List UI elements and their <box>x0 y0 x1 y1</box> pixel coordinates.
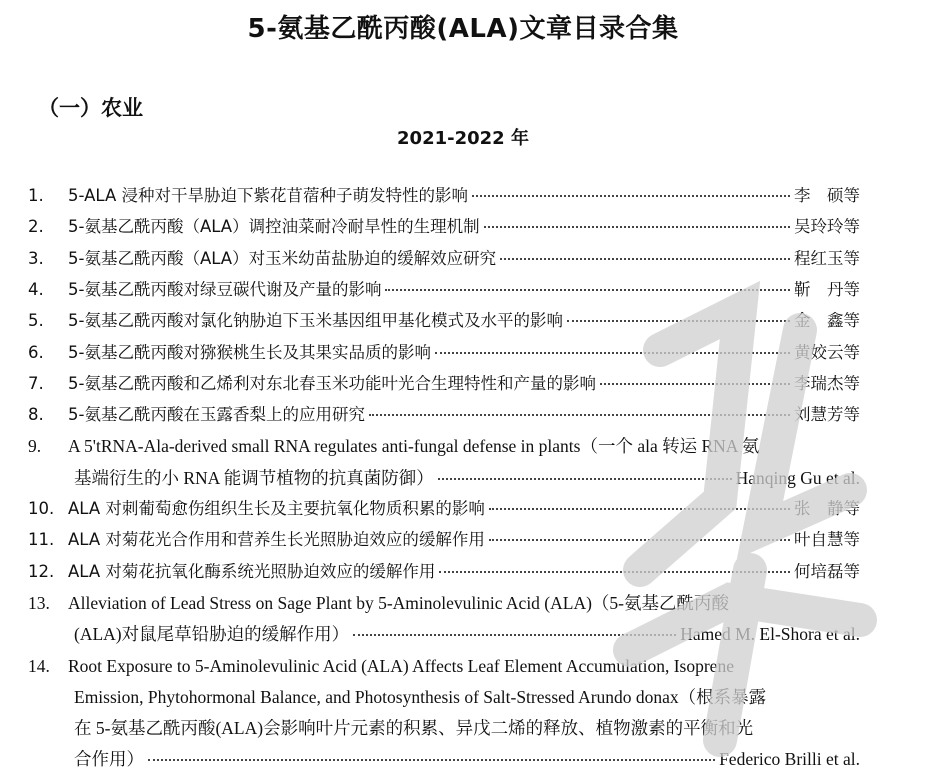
entry-title-line: ALA 对刺葡萄愈伤组织生长及主要抗氧化物质积累的影响 <box>68 499 485 518</box>
entry-number: 10. <box>28 499 55 518</box>
entry-number: 12. <box>28 561 55 581</box>
dot-leader <box>472 195 790 197</box>
dot-leader <box>369 414 790 416</box>
entry-title-line: Root Exposure to 5-Aminolevulinic Acid (ALA) Affects Leaf Element Accumulation, Isoprene <box>68 655 734 676</box>
entry-number: 8. <box>28 405 44 425</box>
section-heading: （一）农业 <box>38 96 143 120</box>
entry-author: 何培磊等 <box>794 561 860 581</box>
entry-number: 11. <box>28 530 55 550</box>
document-title: 5-氨基乙酰丙酸(ALA)文章目录合集 <box>247 14 679 44</box>
entry-number: 6. <box>28 342 44 362</box>
entry-title-line: ALA 对菊花抗氧化酶系统光照胁迫效应的缓解作用 <box>68 561 436 581</box>
entry-title-line: 合作用） <box>74 749 144 770</box>
entry-title-line: Alleviation of Lead Stress on Sage Plant by 5-Aminolevulinic Acid (ALA)（5-氨基乙酰丙酸 <box>68 592 730 613</box>
entry-author: Hanqing Gu et al. <box>735 467 860 488</box>
entry-author: 程红玉等 <box>794 248 860 268</box>
entry-author: 黄姣云等 <box>794 342 860 362</box>
entry-author: 金 鑫等 <box>794 311 860 331</box>
dot-leader <box>500 258 790 260</box>
entry-number: 9. <box>28 436 42 457</box>
dot-leader <box>489 539 790 541</box>
entry-number: 5. <box>28 311 44 331</box>
entry-author: Federico Brilli et al. <box>719 749 860 770</box>
dot-leader <box>600 383 790 385</box>
entry-author: 李 硕等 <box>794 186 860 205</box>
entry-number: 1. <box>28 186 44 205</box>
entry-number: 7. <box>28 373 44 393</box>
entry-author: 叶自慧等 <box>794 530 860 550</box>
entry-title-line: ALA 对菊花光合作用和营养生长光照胁迫效应的缓解作用 <box>68 530 485 550</box>
dot-leader <box>489 508 790 510</box>
entry-title-line: 5-氨基乙酰丙酸（ALA）对玉米幼苗盐胁迫的缓解效应研究 <box>68 248 497 268</box>
dot-leader <box>353 634 676 636</box>
entry-title-line: A 5'tRNA-Ala-derived small RNA regulates anti-fungal defense in plants（一个 ala 转运 RNA 氨 <box>68 436 760 457</box>
dot-leader <box>439 571 790 573</box>
entry-number: 4. <box>28 279 44 299</box>
entry-title-line: 5-氨基乙酰丙酸对猕猴桃生长及其果实品质的影响 <box>68 342 431 362</box>
entry-title-line: Emission, Phytohormonal Balance, and Photosynthesis of Salt-Stressed Arundo donax（根系暴露 <box>74 686 767 707</box>
entry-title-line: (ALA)对鼠尾草铅胁迫的缓解作用） <box>74 624 350 645</box>
entry-number: 3. <box>28 248 44 268</box>
entry-title-line: 5-氨基乙酰丙酸在玉露香梨上的应用研究 <box>68 405 365 425</box>
entry-author: 张 静等 <box>794 499 860 518</box>
entry-number: 14. <box>28 655 50 676</box>
entry-title-line: 5-氨基乙酰丙酸对氯化钠胁迫下玉米基因组甲基化模式及水平的影响 <box>68 311 563 331</box>
dot-leader <box>438 478 732 480</box>
entry-title-line: 基端衍生的小 RNA 能调节植物的抗真菌防御） <box>74 467 434 488</box>
dot-leader <box>385 289 790 291</box>
entry-author: 靳 丹等 <box>794 279 860 299</box>
entry-author: Hamed M. El-Shora et al. <box>680 624 860 645</box>
entry-title-line: 5-氨基乙酰丙酸和乙烯利对东北春玉米功能叶光合生理特性和产量的影响 <box>68 373 596 393</box>
entry-number: 2. <box>28 217 44 237</box>
dot-leader <box>567 320 790 322</box>
entry-author: 李瑞杰等 <box>794 373 860 393</box>
dot-leader <box>484 226 790 228</box>
entry-title-line: 5-ALA 浸种对干旱胁迫下紫花苜蓿种子萌发特性的影响 <box>68 186 468 205</box>
entry-number: 13. <box>28 592 50 613</box>
year-range: 2021-2022 年 <box>397 128 529 149</box>
entry-title-line: 5-氨基乙酰丙酸对绿豆碳代谢及产量的影响 <box>68 279 382 299</box>
entry-title-line: 5-氨基乙酰丙酸（ALA）调控油菜耐冷耐旱性的生理机制 <box>68 217 480 237</box>
entry-title-line: 在 5-氨基乙酰丙酸(ALA)会影响叶片元素的积累、异戊二烯的释放、植物激素的平衡和光 <box>74 718 754 739</box>
entry-author: 吴玲玲等 <box>794 217 860 237</box>
entry-author: 刘慧芳等 <box>794 405 860 425</box>
dot-leader <box>148 759 715 761</box>
dot-leader <box>435 352 790 354</box>
